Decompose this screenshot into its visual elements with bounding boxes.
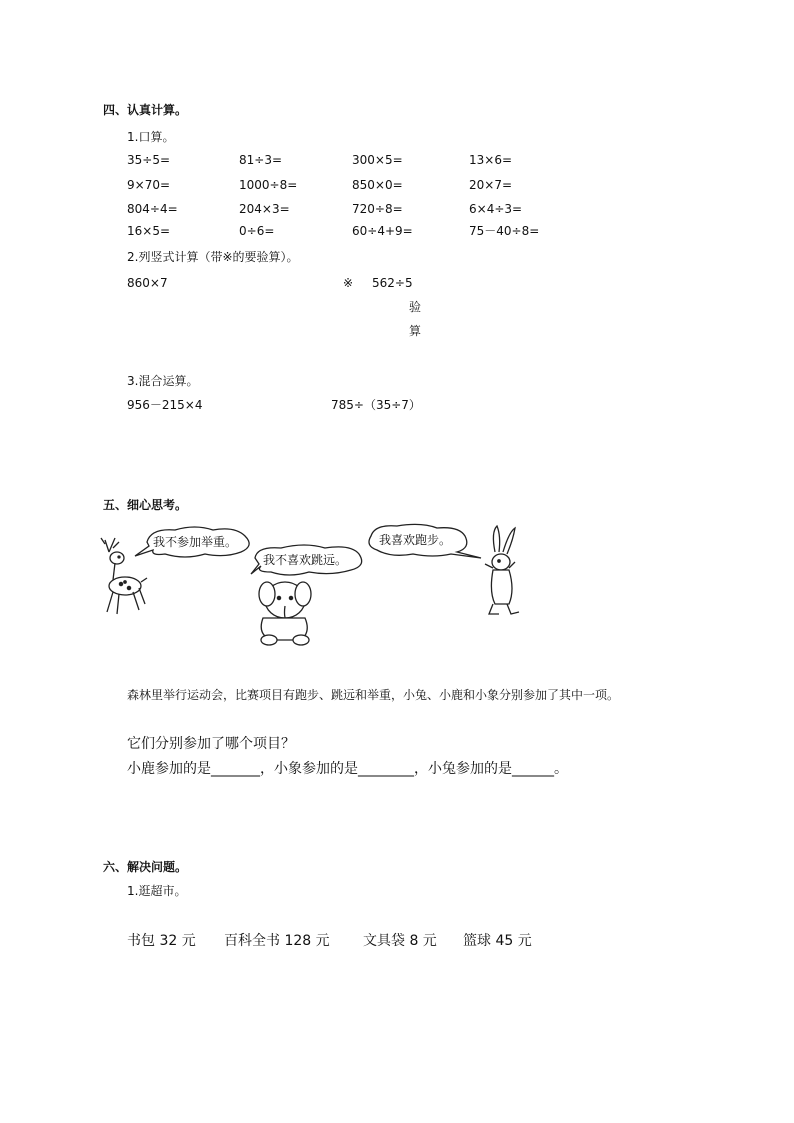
mixed-problem: 785÷（35÷7） — [331, 398, 421, 412]
deer-icon — [101, 538, 147, 614]
oral-problem: 720÷8= — [352, 202, 403, 216]
price-item: 篮球 45 元 — [463, 933, 532, 949]
oral-problem: 1000÷8= — [239, 178, 298, 192]
oral-problem: 804÷4= — [127, 202, 178, 216]
check-label: 验 — [409, 300, 422, 314]
oral-problem: 204×3= — [239, 202, 290, 216]
oral-problem: 35÷5= — [127, 153, 171, 167]
section-5-heading: 五、细心思考。 — [103, 498, 188, 512]
price-item: 文具袋 8 元 — [363, 933, 437, 949]
bubble-text-deer: 我不参加举重。 — [153, 535, 238, 549]
section-6-heading: 六、解决问题。 — [103, 860, 188, 874]
vertical-problem: 562÷5 — [372, 276, 413, 290]
check-mark: ※ — [343, 276, 354, 290]
elephant-icon — [259, 582, 311, 645]
oral-problem: 60÷4+9= — [352, 224, 413, 238]
mixed-calc-title: 3.混合运算。 — [127, 374, 199, 388]
rabbit-icon — [485, 526, 519, 614]
shopping-title: 1.逛超市。 — [127, 884, 187, 898]
oral-problem: 9×70= — [127, 178, 171, 192]
oral-problem: 81÷3= — [239, 153, 283, 167]
oral-problem: 300×5= — [352, 153, 403, 167]
vertical-problem: 860×7 — [127, 276, 168, 290]
question-text: 它们分别参加了哪个项目？ — [127, 736, 295, 752]
oral-calc-title: 1.口算。 — [127, 130, 175, 144]
animals-illustration — [95, 522, 535, 652]
oral-problem: 20×7= — [469, 178, 513, 192]
price-item: 书包 32 元 — [127, 933, 196, 949]
oral-problem: 16×5= — [127, 224, 171, 238]
oral-problem: 6×4÷3= — [469, 202, 523, 216]
oral-problem: 0÷6= — [239, 224, 275, 238]
mixed-problem: 956－215×4 — [127, 398, 203, 412]
vertical-calc-title: 2.列竖式计算（带※的要验算）。 — [127, 250, 299, 264]
oral-problem: 13×6= — [469, 153, 513, 167]
oral-problem: 75－40÷8= — [469, 224, 540, 238]
bubble-text-elephant: 我不喜欢跳远。 — [263, 553, 348, 567]
problem-description: 森林里举行运动会，比赛项目有跑步、跳远和举重，小兔、小鹿和小象分别参加了其中一项。 — [127, 688, 620, 702]
bubble-text-rabbit: 我喜欢跑步。 — [379, 533, 452, 547]
section-4-heading: 四、认真计算。 — [103, 103, 188, 117]
price-item: 百科全书 128 元 — [224, 933, 330, 949]
oral-problem: 850×0= — [352, 178, 403, 192]
check-label: 算 — [409, 324, 422, 338]
answer-line: 小鹿参加的是_______，小象参加的是________，小兔参加的是______。 — [127, 761, 568, 777]
